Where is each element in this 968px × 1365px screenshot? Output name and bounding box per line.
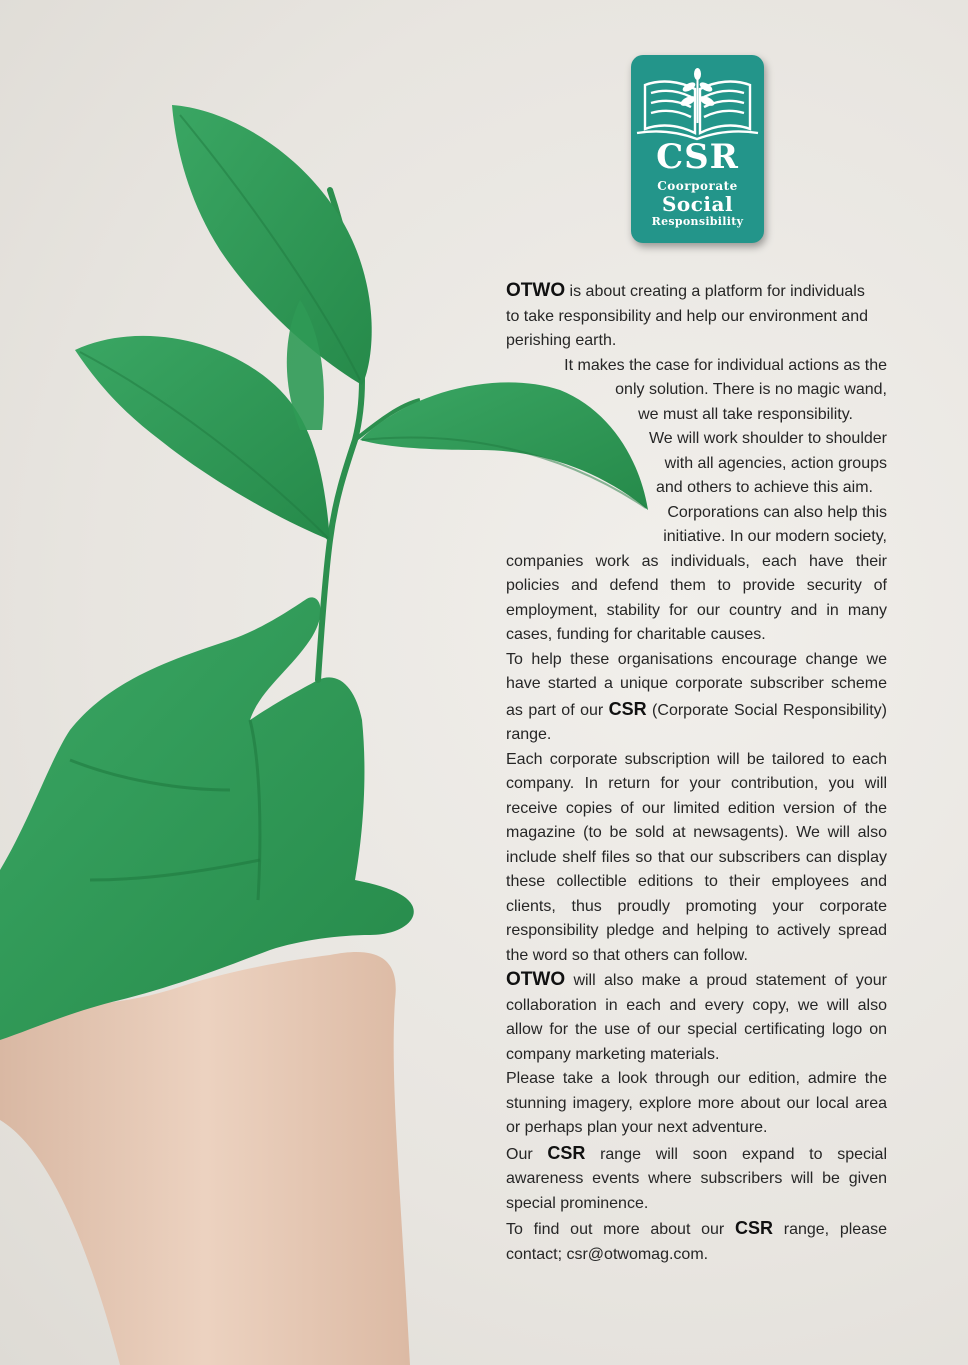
paragraph-scheme: To help these organisations encourage change we have started a unique corporate subscriber scheme as part of our CSR (Corporate Social Responsibility) range. (506, 650, 887, 743)
logo-initials: CSR (656, 137, 739, 177)
paragraph-statement: OTWO will also make a proud statement of your collaboration in each and every copy, we will also allow for the use of our special certificating logo on company marketing materials. (506, 969, 887, 1063)
brand-name: OTWO (506, 280, 566, 301)
logo-line2: Social (661, 192, 734, 216)
article-body (506, 279, 887, 1267)
paragraph-companies: companies work as individuals, each have their policies and defend them to provide security of employment, stability for our country and in many cases, funding for charitable causes. (506, 552, 887, 643)
book-plant-icon (631, 63, 764, 143)
paragraph-events: Our CSR range will soon expand to special awareness events where subscribers will be given special prominence. (506, 1142, 887, 1212)
logo-line3: Responsibility (651, 215, 744, 228)
paragraph-edition: Please take a look through our edition, admire the stunning imagery, explore more about our local area or perhaps plan your next adventure. (506, 1070, 887, 1136)
paragraph-contact: To find out more about our CSR range, please contact; csr@otwomag.com. (506, 1218, 887, 1263)
logo-line1: Coorporate (657, 179, 738, 193)
paragraph-wrap-around: It makes the case for individual actions as the only solution. There is no magic wand, we must all take responsibility. We will work shoulder to shoulder with all agencies, action groups and others to achieve this aim. Corporations can also help this initiative. In our modern society, (564, 356, 887, 545)
paragraph-intro: OTWO is about creating a platform for individuals to take responsibility and help our environment and perishing earth. (506, 280, 868, 349)
leaf-top (172, 105, 372, 385)
paragraph-subscription: Each corporate subscription will be tailored to each company. In return for your contribution, you will receive copies of our limited edition version of the magazine (to be sold at newsagents). We will also include shelf files so that our subscribers can display these collectible editions to their employees and clients, thus proudly promoting your corporate responsibility pledge and helping to actively spread the word so that others can follow. (506, 750, 887, 964)
csr-logo-badge (631, 55, 764, 243)
